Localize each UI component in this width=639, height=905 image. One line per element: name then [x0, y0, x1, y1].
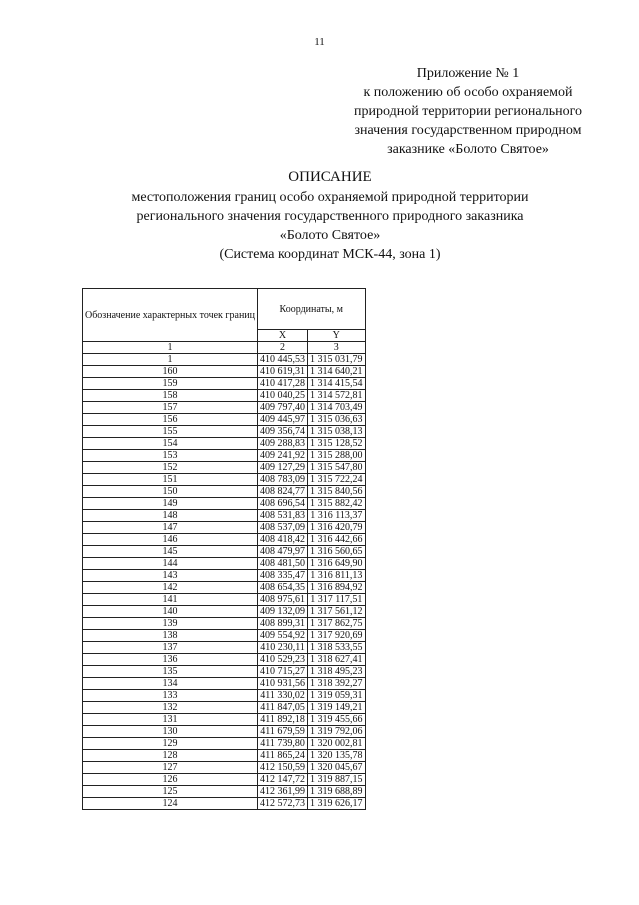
appendix-line: Приложение № 1 [416, 66, 520, 81]
point-number-cell: 132 [83, 702, 258, 714]
appendix-line: к положению об особо охраняемой [363, 85, 573, 100]
point-number-cell: 124 [83, 798, 258, 810]
point-number-cell: 143 [83, 570, 258, 582]
point-number-cell: 158 [83, 390, 258, 402]
y-coordinate-cell: 1 319 688,89 [308, 786, 366, 798]
page-number: 11 [314, 36, 325, 48]
x-coordinate-cell: 408 481,50 [258, 558, 308, 570]
x-coordinate-cell: 410 619,31 [258, 366, 308, 378]
y-coordinate-cell: 1 317 920,69 [308, 630, 366, 642]
point-number-cell: 133 [83, 690, 258, 702]
x-coordinate-cell: 408 418,42 [258, 534, 308, 546]
table-row [83, 510, 366, 522]
header-x: X [258, 330, 308, 342]
table-row [83, 594, 366, 606]
point-number-cell: 142 [83, 582, 258, 594]
document-description [60, 168, 600, 264]
table-row [83, 354, 366, 366]
point-number-cell: 154 [83, 438, 258, 450]
table-row [83, 438, 366, 450]
point-number-cell: 150 [83, 486, 258, 498]
y-coordinate-cell: 1 319 626,17 [308, 798, 366, 810]
table-row [83, 462, 366, 474]
x-coordinate-cell: 408 479,97 [258, 546, 308, 558]
x-coordinate-cell: 409 554,92 [258, 630, 308, 642]
x-coordinate-cell: 412 147,72 [258, 774, 308, 786]
table-row [83, 726, 366, 738]
y-coordinate-cell: 1 315 840,56 [308, 486, 366, 498]
y-coordinate-cell: 1 319 149,21 [308, 702, 366, 714]
y-coordinate-cell: 1 316 649,90 [308, 558, 366, 570]
y-coordinate-cell: 1 318 495,23 [308, 666, 366, 678]
point-number-cell: 139 [83, 618, 258, 630]
point-number-cell: 155 [83, 426, 258, 438]
table-row [83, 546, 366, 558]
x-coordinate-cell: 408 899,31 [258, 618, 308, 630]
y-coordinate-cell: 1 315 036,63 [308, 414, 366, 426]
y-coordinate-cell: 1 317 862,75 [308, 618, 366, 630]
description-line: местоположения границ особо охраняемой природной территории [131, 190, 529, 205]
point-number-cell: 1 [83, 354, 258, 366]
y-coordinate-cell: 1 314 703,49 [308, 402, 366, 414]
y-coordinate-cell: 1 316 811,13 [308, 570, 366, 582]
point-number-cell: 153 [83, 450, 258, 462]
point-number-cell: 152 [83, 462, 258, 474]
point-number-cell: 127 [83, 762, 258, 774]
column-number-row [83, 342, 366, 354]
table-row [83, 534, 366, 546]
x-coordinate-cell: 409 288,83 [258, 438, 308, 450]
y-coordinate-cell: 1 316 442,66 [308, 534, 366, 546]
y-coordinate-cell: 1 320 045,67 [308, 762, 366, 774]
y-coordinate-cell: 1 319 059,31 [308, 690, 366, 702]
table-row [83, 474, 366, 486]
y-coordinate-cell: 1 316 560,65 [308, 546, 366, 558]
x-coordinate-cell: 411 847,05 [258, 702, 308, 714]
point-number-cell: 156 [83, 414, 258, 426]
y-coordinate-cell: 1 317 561,12 [308, 606, 366, 618]
y-coordinate-cell: 1 319 455,66 [308, 714, 366, 726]
y-coordinate-cell: 1 314 572,81 [308, 390, 366, 402]
table-row [83, 762, 366, 774]
point-number-cell: 144 [83, 558, 258, 570]
table-row [83, 558, 366, 570]
description-line: «Болото Святое» [279, 228, 381, 243]
point-number-cell: 159 [83, 378, 258, 390]
table-row [83, 642, 366, 654]
x-coordinate-cell: 411 892,18 [258, 714, 308, 726]
point-number-cell: 151 [83, 474, 258, 486]
x-coordinate-cell: 408 975,61 [258, 594, 308, 606]
table-row [83, 738, 366, 750]
y-coordinate-cell: 1 319 887,15 [308, 774, 366, 786]
table-row [83, 402, 366, 414]
point-number-cell: 134 [83, 678, 258, 690]
point-number-cell: 146 [83, 534, 258, 546]
point-number-cell: 148 [83, 510, 258, 522]
x-coordinate-cell: 409 127,29 [258, 462, 308, 474]
description-line: регионального значения государственного природного заказника [136, 209, 524, 224]
y-coordinate-cell: 1 315 128,52 [308, 438, 366, 450]
x-coordinate-cell: 411 679,59 [258, 726, 308, 738]
column-number: 1 [83, 342, 258, 354]
y-coordinate-cell: 1 315 882,42 [308, 498, 366, 510]
point-number-cell: 129 [83, 738, 258, 750]
x-coordinate-cell: 411 330,02 [258, 690, 308, 702]
header-coordinates: Координаты, м [258, 289, 366, 330]
table-header-row [83, 289, 366, 330]
x-coordinate-cell: 409 356,74 [258, 426, 308, 438]
x-coordinate-cell: 412 572,73 [258, 798, 308, 810]
x-coordinate-cell: 412 150,59 [258, 762, 308, 774]
point-number-cell: 145 [83, 546, 258, 558]
table-row [83, 486, 366, 498]
appendix-line: заказнике «Болото Святое» [387, 142, 549, 157]
y-coordinate-cell: 1 315 038,13 [308, 426, 366, 438]
y-coordinate-cell: 1 320 135,78 [308, 750, 366, 762]
table-row [83, 678, 366, 690]
y-coordinate-cell: 1 315 722,24 [308, 474, 366, 486]
point-number-cell: 130 [83, 726, 258, 738]
x-coordinate-cell: 409 797,40 [258, 402, 308, 414]
table-row [83, 450, 366, 462]
x-coordinate-cell: 410 417,28 [258, 378, 308, 390]
y-coordinate-cell: 1 316 113,37 [308, 510, 366, 522]
column-number: 2 [258, 342, 308, 354]
point-number-cell: 140 [83, 606, 258, 618]
coordinate-system-line: (Система координат МСК-44, зона 1) [219, 247, 441, 262]
header-point-designation: Обозначение характерных точек границ [83, 289, 258, 342]
point-number-cell: 141 [83, 594, 258, 606]
table-row [83, 654, 366, 666]
x-coordinate-cell: 409 445,97 [258, 414, 308, 426]
table-row [83, 774, 366, 786]
table-row [83, 366, 366, 378]
table-row [83, 690, 366, 702]
x-coordinate-cell: 408 783,09 [258, 474, 308, 486]
x-coordinate-cell: 411 865,24 [258, 750, 308, 762]
appendix-heading [333, 64, 603, 159]
point-number-cell: 137 [83, 642, 258, 654]
x-coordinate-cell: 409 132,09 [258, 606, 308, 618]
table-row [83, 378, 366, 390]
y-coordinate-cell: 1 315 288,00 [308, 450, 366, 462]
header-y: Y [308, 330, 366, 342]
x-coordinate-cell: 410 445,53 [258, 354, 308, 366]
table-row [83, 630, 366, 642]
appendix-line: значения государственном природном [354, 123, 582, 138]
point-number-cell: 126 [83, 774, 258, 786]
point-number-cell: 136 [83, 654, 258, 666]
point-number-cell: 131 [83, 714, 258, 726]
y-coordinate-cell: 1 317 117,51 [308, 594, 366, 606]
table-row [83, 714, 366, 726]
table-row [83, 414, 366, 426]
point-number-cell: 147 [83, 522, 258, 534]
table-row [83, 786, 366, 798]
table-row [83, 426, 366, 438]
coordinates-table [82, 288, 366, 810]
x-coordinate-cell: 408 335,47 [258, 570, 308, 582]
table-row [83, 582, 366, 594]
x-coordinate-cell: 409 241,92 [258, 450, 308, 462]
y-coordinate-cell: 1 314 415,54 [308, 378, 366, 390]
table-row [83, 606, 366, 618]
y-coordinate-cell: 1 318 627,41 [308, 654, 366, 666]
point-number-cell: 160 [83, 366, 258, 378]
point-number-cell: 135 [83, 666, 258, 678]
x-coordinate-cell: 410 230,11 [258, 642, 308, 654]
y-coordinate-cell: 1 315 547,80 [308, 462, 366, 474]
appendix-line: природной территории регионального [354, 104, 582, 119]
y-coordinate-cell: 1 315 031,79 [308, 354, 366, 366]
x-coordinate-cell: 408 654,35 [258, 582, 308, 594]
x-coordinate-cell: 408 696,54 [258, 498, 308, 510]
table-row [83, 498, 366, 510]
table-row [83, 618, 366, 630]
point-number-cell: 128 [83, 750, 258, 762]
table-row [83, 522, 366, 534]
y-coordinate-cell: 1 319 792,06 [308, 726, 366, 738]
table-row [83, 702, 366, 714]
table-row [83, 390, 366, 402]
point-number-cell: 138 [83, 630, 258, 642]
x-coordinate-cell: 408 531,83 [258, 510, 308, 522]
y-coordinate-cell: 1 318 392,27 [308, 678, 366, 690]
point-number-cell: 125 [83, 786, 258, 798]
table-row [83, 750, 366, 762]
y-coordinate-cell: 1 318 533,55 [308, 642, 366, 654]
column-number: 3 [308, 342, 366, 354]
y-coordinate-cell: 1 320 002,81 [308, 738, 366, 750]
x-coordinate-cell: 408 537,09 [258, 522, 308, 534]
x-coordinate-cell: 410 715,27 [258, 666, 308, 678]
y-coordinate-cell: 1 314 640,21 [308, 366, 366, 378]
document-title: ОПИСАНИЕ [288, 169, 372, 185]
x-coordinate-cell: 411 739,80 [258, 738, 308, 750]
point-number-cell: 157 [83, 402, 258, 414]
table-row [83, 798, 366, 810]
x-coordinate-cell: 410 529,23 [258, 654, 308, 666]
y-coordinate-cell: 1 316 420,79 [308, 522, 366, 534]
table-row [83, 570, 366, 582]
x-coordinate-cell: 410 931,56 [258, 678, 308, 690]
x-coordinate-cell: 412 361,99 [258, 786, 308, 798]
x-coordinate-cell: 410 040,25 [258, 390, 308, 402]
point-number-cell: 149 [83, 498, 258, 510]
y-coordinate-cell: 1 316 894,92 [308, 582, 366, 594]
table-row [83, 666, 366, 678]
x-coordinate-cell: 408 824,77 [258, 486, 308, 498]
